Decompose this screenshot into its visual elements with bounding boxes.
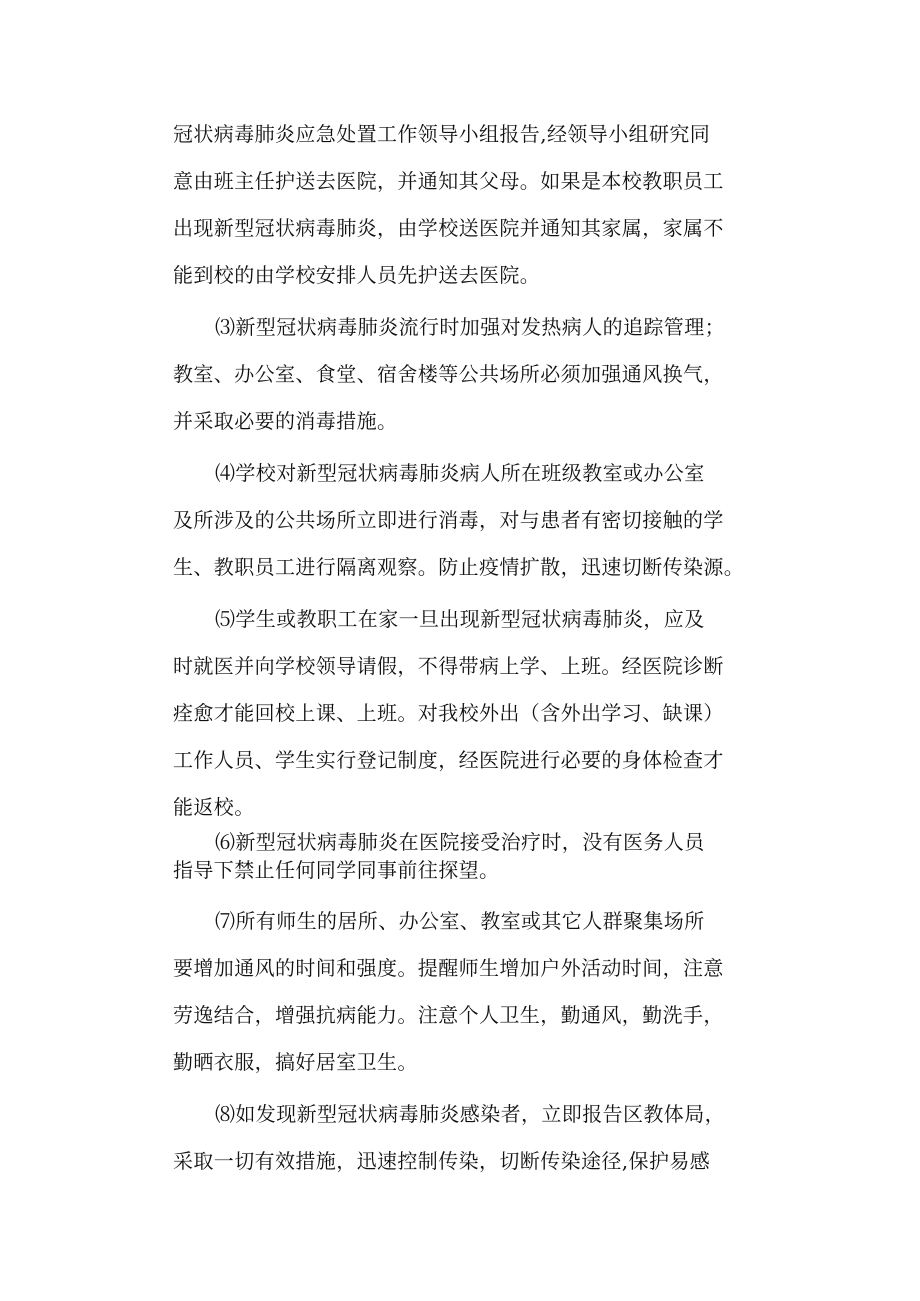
paragraph-8-first-line: ⑻如发现新型冠状病毒肺炎感染者，立即报告区教体局， bbox=[215, 1102, 725, 1126]
text-line: 工作人员、学生实行登记制度，经医院进行必要的身体检查才 bbox=[173, 748, 724, 772]
paragraph-5-first-line: ⑸学生或教职工在家一旦出现新型冠状病毒肺炎，应及 bbox=[215, 607, 705, 631]
text-line: 生、教职员工进行隔离观察。防止疫情扩散，迅速切断传染源。 bbox=[173, 555, 745, 579]
text-line: 要增加通风的时间和强度。提醒师生增加户外活动时间，注意 bbox=[173, 956, 724, 980]
paragraph-7-first-line: ⑺所有师生的居所、办公室、教室或其它人群聚集场所 bbox=[215, 909, 705, 933]
text-line: 意由班主任护送去医院，并通知其父母。如果是本校教职员工 bbox=[173, 169, 724, 193]
paragraph-3-first-line: ⑶新型冠状病毒肺炎流行时加强对发热病人的追踪管理； bbox=[215, 315, 725, 339]
paragraph-4-first-line: ⑷学校对新型冠状病毒肺炎病人所在班级教室或办公室 bbox=[215, 461, 705, 485]
text-line: 及所涉及的公共场所立即进行消毒，对与患者有密切接触的学 bbox=[173, 508, 724, 532]
text-line: 时就医并向学校领导请假，不得带病上学、上班。经医院诊断 bbox=[173, 654, 724, 678]
text-line: 劳逸结合，增强抗病能力。注意个人卫生，勤通风，勤洗手， bbox=[173, 1003, 724, 1027]
text-line: 能返校。 bbox=[173, 795, 255, 819]
text-line: 教室、办公室、食堂、宿舍楼等公共场所必须加强通风换气， bbox=[173, 362, 724, 386]
text-line: 痊愈才能回校上课、上班。对我校外出（含外出学习、缺课） bbox=[173, 701, 724, 725]
text-line: 能到校的由学校安排人员先护送去医院。 bbox=[173, 263, 541, 287]
text-line: 指导下禁止任何同学同事前往探望。 bbox=[173, 858, 500, 882]
text-line: 并采取必要的消毒措施。 bbox=[173, 409, 398, 433]
text-line: 冠状病毒肺炎应急处置工作领导小组报告,经领导小组研究同 bbox=[173, 122, 711, 146]
text-line: 采取一切有效措施，迅速控制传染，切断传染途径,保护易感 bbox=[173, 1149, 711, 1173]
text-line: 出现新型冠状病毒肺炎，由学校送医院并通知其家属，家属不 bbox=[173, 216, 724, 240]
paragraph-6-first-line: ⑹新型冠状病毒肺炎在医院接受治疗时，没有医务人员 bbox=[215, 830, 705, 854]
text-line: 勤晒衣服，搞好居室卫生。 bbox=[173, 1050, 418, 1074]
